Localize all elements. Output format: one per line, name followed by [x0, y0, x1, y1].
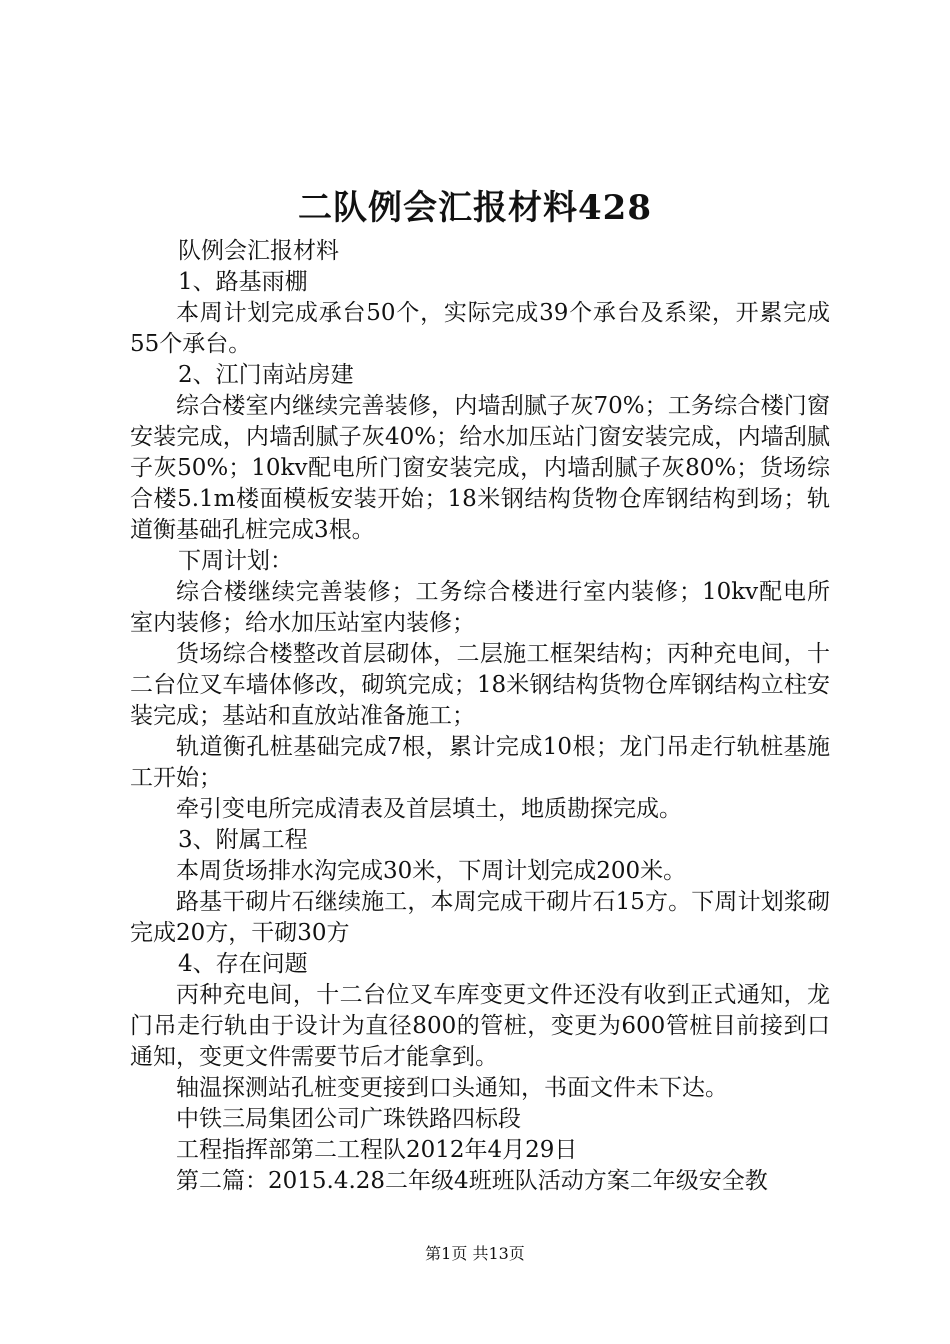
paragraph: 轴温探测站孔桩变更接到口头通知，书面文件未下达。: [176, 1075, 728, 1101]
subheading-next-week: 下周计划：: [178, 548, 293, 574]
paragraph: 本周货场排水沟完成30米，下周计划完成200米。: [176, 858, 687, 884]
paragraph-signature-date: 工程指挥部第二工程队2012年4月29日: [176, 1137, 578, 1163]
paragraph: 本周计划完成承台50个，实际完成39个承台及系梁，开累完成55个承台。: [130, 300, 830, 357]
paragraph: 路基干砌片石继续施工，本周完成干砌片石15方。下周计划浆砌完成20方，干砌30方: [130, 889, 830, 946]
paragraph: 综合楼继续完善装修；工务综合楼进行室内装修；10kv配电所室内装修；给水加压站室内装修；: [130, 579, 830, 636]
section-heading-1: 1、路基雨棚: [178, 269, 308, 295]
paragraph: 轨道衡孔桩基础完成7根，累计完成10根；龙门吊走行轨桩基施工开始；: [130, 734, 830, 791]
section-heading-4: 4、存在问题: [178, 951, 308, 977]
paragraph: 丙种充电间，十二台位叉车库变更文件还没有收到正式通知，龙门吊走行轨由于设计为直径800的管桩，变更为600管桩目前接到口通知，变更文件需要节后才能拿到。: [130, 982, 830, 1070]
paragraph: 牵引变电所完成清表及首层填土，地质勘探完成。: [176, 796, 682, 822]
document-body: [130, 236, 830, 1197]
document-title: 二队例会汇报材料428: [298, 188, 652, 228]
paragraph: 货场综合楼整改首层砌体，二层施工框架结构；丙种充电间，十二台位叉车墙体修改，砌筑完成；18米钢结构货物仓库钢结构立柱安装完成；基站和直放站准备施工；: [130, 641, 830, 729]
section-heading-2: 2、江门南站房建: [178, 362, 354, 388]
paragraph-signature-org: 中铁三局集团公司广珠铁路四标段: [176, 1106, 521, 1132]
paragraph: 综合楼室内继续完善装修，内墙刮腻子灰70%；工务综合楼门窗安装完成，内墙刮腻子灰40%；给水加压站门窗安装完成，内墙刮腻子灰50%；10kv配电所门窗安装完成，内墙刮腻子灰80%；货场综合楼5.1m楼面模板安装开始；18米钢结构货物仓库钢结构到场；轨道衡基础孔桩完成3根。: [130, 393, 830, 543]
paragraph-heading-main: 队例会汇报材料: [178, 238, 339, 264]
section-heading-3: 3、附属工程: [178, 827, 308, 853]
page-number-footer: 第1页 共13页: [425, 1244, 525, 1263]
paragraph-next-article: 第二篇：2015.4.28二年级4班班队活动方案二年级安全教: [176, 1168, 768, 1194]
